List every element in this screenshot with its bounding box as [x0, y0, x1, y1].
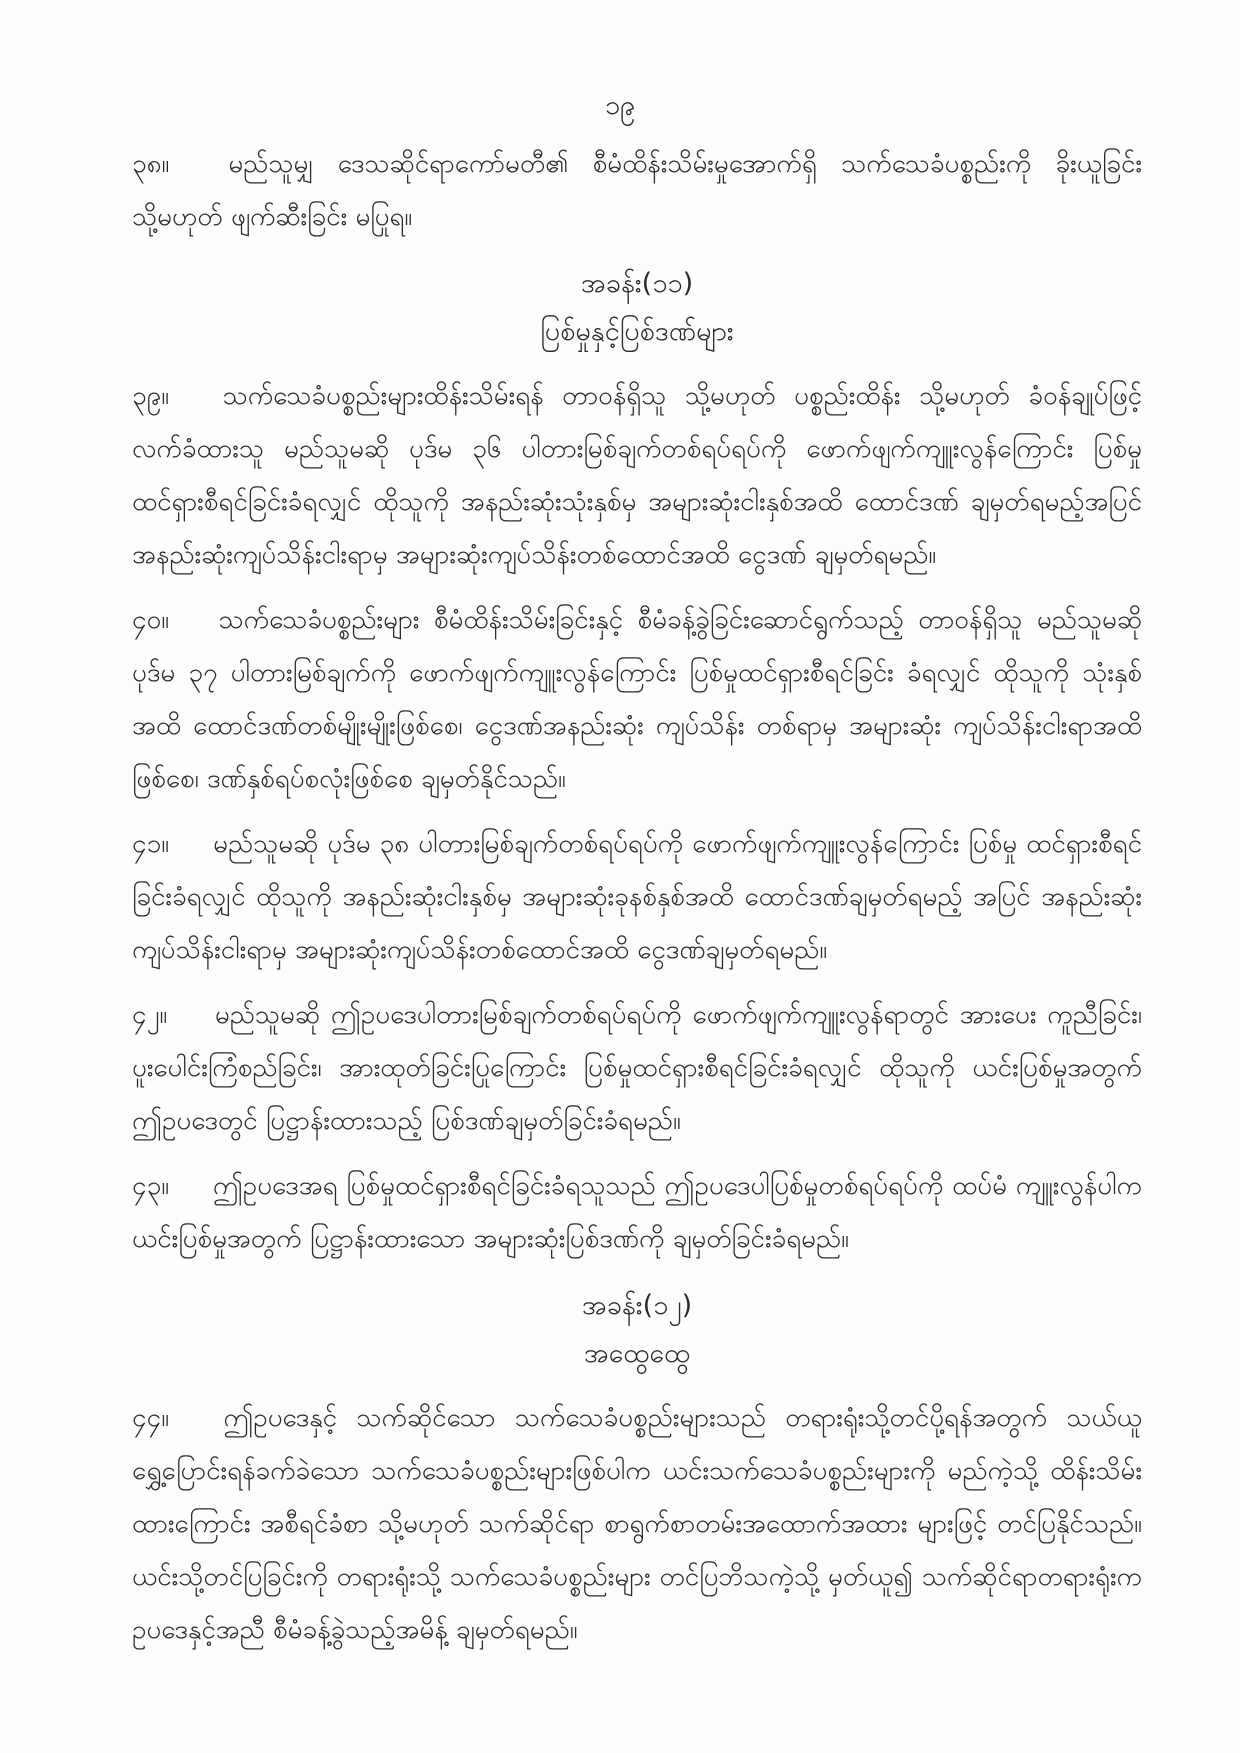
section-text: သက်သေခံပစ္စည်းများ စီမံထိန်းသိမ်းခြင်းနှင့် စီမံခန့်ခွဲခြင်းဆောင်ရွက်သည့် တာဝန်ရှိသူ မည်သူမဆို ပုဒ်မ ၃၇ ပါတားမြစ်ချက်ကို ဖောက်ဖျက်ကျူးလွန်ကြောင်း ပြစ်မှုထင်ရှားစီရင်ခြင်း ခံရလျှင် ထိုသူကို သုံးနှစ်အထိ ထောင်ဒဏ်တစ်မျိုးမျိုးဖြစ်စေ၊ ငွေဒဏ်အနည်းဆုံး ကျပ်သိန်း တစ်ရာမှ အများဆုံး ကျပ်သိန်းငါးရာအထိဖြစ်စေ၊ ဒဏ်နှစ်ရပ်စလုံးဖြစ်စေ ချမှတ်နိုင်သည်။	[132, 605, 1143, 794]
section-number: ၄၂။	[132, 1000, 168, 1030]
section-number: ၄၀။	[132, 605, 170, 635]
section-number: ၄၄။	[132, 1403, 170, 1433]
section-40	[132, 594, 1142, 806]
section-text: သက်သေခံပစ္စည်းများထိန်းသိမ်းရန် တာဝန်ရှိသူ သို့မဟုတ် ပစ္စည်းထိန်း သို့မဟုတ် ခံဝန်ချုပ်ဖြင့် လက်ခံထားသူ မည်သူမဆို ပုဒ်မ ၃၆ ပါတားမြစ်ချက်တစ်ရပ်ရပ်ကို ဖောက်ဖျက်ကျူးလွန်ကြောင်း ပြစ်မှုထင်ရှားစီရင်ခြင်းခံရလျှင် ထိုသူကို အနည်းဆုံးသုံးနှစ်မှ အများဆုံးငါးနှစ်အထိ ထောင်ဒဏ် ချမှတ်ရမည့်အပြင် အနည်းဆုံးကျပ်သိန်းငါးရာမှ အများဆုံးကျပ်သိန်းတစ်ထောင်အထိ ငွေဒဏ် ချမှတ်ရမည်။	[132, 381, 1142, 570]
section-number: ၄၃။	[132, 1171, 170, 1201]
section-39	[132, 370, 1142, 582]
section-text: မည်သူမဆို ပုဒ်မ ၃၈ ပါတားမြစ်ချက်တစ်ရပ်ရပ်ကို ဖောက်ဖျက်ကျူးလွန်ကြောင်း ပြစ်မှု ထင်ရှားစီရင်ခြင်းခံရလျှင် ထိုသူကို အနည်းဆုံးငါးနှစ်မှ အများဆုံးခုနစ်နှစ်အထိ ထောင်ဒဏ်ချမှတ်ရမည့် အပြင် အနည်းဆုံးကျပ်သိန်းငါးရာမှ အများဆုံးကျပ်သိန်းတစ်ထောင်အထိ ငွေဒဏ်ချမှတ်ရမည်။	[132, 829, 1142, 965]
section-text: ဤဥပဒေနှင့် သက်ဆိုင်သော သက်သေခံပစ္စည်းများသည် တရားရုံးသို့တင်ပို့ရန်အတွက် သယ်ယူ ရွှေ့ပြောင်းရန်ခက်ခဲသော သက်သေခံပစ္စည်းများဖြစ်ပါက ယင်းသက်သေခံပစ္စည်းများကို မည်ကဲ့သို့ ထိန်းသိမ်းထားကြောင်း အစီရင်ခံစာ သို့မဟုတ် သက်ဆိုင်ရာ စာရွက်စာတမ်းအထောက်အထား များဖြင့် တင်ပြနိုင်သည်။ ယင်းသို့တင်ပြခြင်းကို တရားရုံးသို့ သက်သေခံပစ္စည်းများ တင်ပြဘိသကဲ့သို့ မှတ်ယူ၍ သက်ဆိုင်ရာတရားရုံးက ဥပဒေနှင့်အညီ စီမံခန့်ခွဲသည့်အမိန့် ချမှတ်ရမည်။	[132, 1403, 1143, 1645]
page-number: ၁၉	[604, 90, 636, 121]
section-text: ဤဥပဒေအရ ပြစ်မှုထင်ရှားစီရင်ခြင်းခံရသူသည် ဤဥပဒေပါပြစ်မှုတစ်ရပ်ရပ်ကို ထပ်မံ ကျူးလွန်ပါက ယင်းပြစ်မှုအတွက် ပြဋ္ဌာန်းထားသော အများဆုံးပြစ်ဒဏ်ကို ချမှတ်ခြင်းခံရမည်။	[132, 1171, 1143, 1254]
section-number: ၄၁။	[132, 829, 170, 859]
page-content	[132, 138, 1142, 1669]
chapter-12-title: အထွေထွေ	[583, 1338, 691, 1369]
chapter-12-label: အခန်း(၁၂)	[581, 1290, 693, 1321]
section-41	[132, 818, 1142, 977]
section-number: ၃၈။	[132, 149, 170, 179]
section-number: ၃၉။	[132, 381, 170, 411]
section-text: မည်သူမျှ ဒေသဆိုင်ရာကော်မတီ၏ စီမံထိန်းသိမ်းမှုအောက်ရှိ သက်သေခံပစ္စည်းကို ခိုးယူခြင်း သို့မဟုတ် ဖျက်ဆီးခြင်း မပြုရ။	[132, 149, 1142, 232]
section-44	[132, 1392, 1142, 1657]
section-text: မည်သူမဆို ဤဥပဒေပါတားမြစ်ချက်တစ်ရပ်ရပ်ကို ဖောက်ဖျက်ကျူးလွန်ရာတွင် အားပေး ကူညီခြင်း၊ ပူးပေါင်းကြံစည်ခြင်း၊ အားထုတ်ခြင်းပြုကြောင်း ပြစ်မှုထင်ရှားစီရင်ခြင်းခံရလျှင် ထိုသူကို ယင်းပြစ်မှုအတွက် ဤဥပဒေတွင် ပြဋ္ဌာန်းထားသည့် ပြစ်ဒဏ်ချမှတ်ခြင်းခံရမည်။	[132, 1000, 1143, 1136]
section-42	[132, 989, 1142, 1148]
chapter-11-title: ပြစ်မှုနှင့်ပြစ်ဒဏ်များ	[540, 316, 734, 347]
chapter-11-label: အခန်း(၁၁)	[580, 268, 694, 299]
section-38	[132, 138, 1142, 244]
section-43	[132, 1160, 1142, 1266]
